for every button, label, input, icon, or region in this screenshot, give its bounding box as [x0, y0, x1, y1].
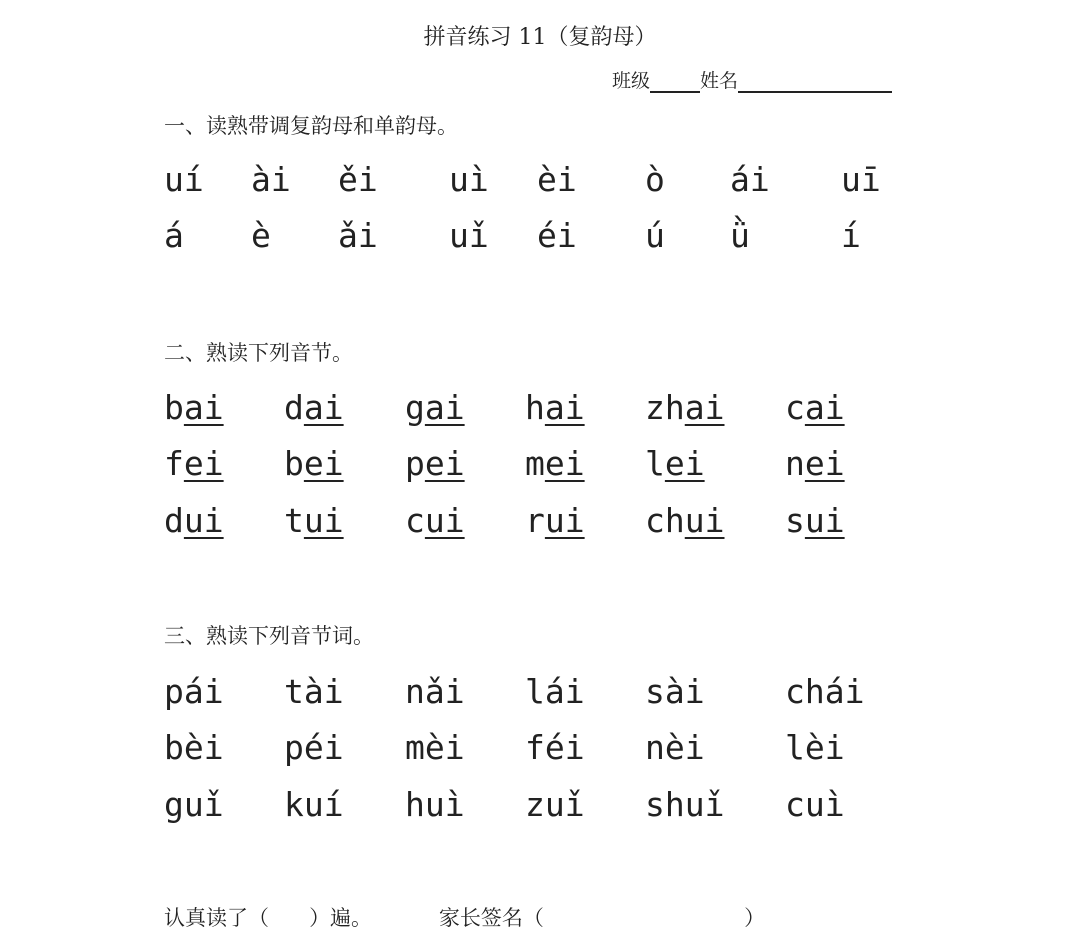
syllable [645, 501, 725, 540]
syllable: ái [730, 160, 770, 199]
syllable-final-underlined: ui [684, 501, 725, 540]
syllable [284, 444, 344, 483]
syllable: uì [449, 160, 489, 199]
syllable-word: bèi [164, 728, 224, 767]
syllable-initial: h [525, 388, 545, 427]
syllable: uí [164, 160, 204, 199]
syllable-initial: f [164, 444, 184, 483]
syllable [164, 388, 224, 427]
syllable-word: shuǐ [645, 785, 725, 824]
syllable-initial: g [405, 388, 425, 427]
syllable-final-underlined: ei [303, 444, 344, 483]
syllable-word: nèi [645, 728, 705, 767]
syllable [164, 444, 224, 483]
syllable-word: mèi [405, 728, 465, 767]
syllable [525, 444, 585, 483]
syllable-word: zuǐ [525, 785, 585, 824]
syllable-word: péi [284, 728, 344, 767]
class-blank [650, 69, 700, 93]
syllable-final-underlined: ui [424, 501, 465, 540]
read-count-label: 认真读了（ [164, 906, 269, 930]
syllable-initial: c [785, 388, 805, 427]
section2-heading: 二、熟读下列音节。 [164, 341, 353, 365]
syllable: ǜ [730, 216, 750, 255]
syllable-word: lái [525, 672, 585, 711]
read-count-suffix: ）遍。 [309, 906, 373, 930]
syllable [405, 388, 465, 427]
syllable-final-underlined: ai [544, 388, 585, 427]
syllable [785, 501, 845, 540]
syllable [405, 444, 465, 483]
syllable-word: féi [525, 728, 585, 767]
syllable-word: sài [645, 672, 705, 711]
syllable-word: pái [164, 672, 224, 711]
syllable: uǐ [449, 216, 489, 255]
parent-signature-suffix: ） [744, 906, 766, 930]
syllable-initial: t [284, 501, 304, 540]
syllable-initial: l [645, 444, 665, 483]
syllable [785, 444, 845, 483]
syllable: ěi [338, 160, 378, 199]
syllable-final-underlined: ei [664, 444, 705, 483]
student-info [612, 66, 892, 93]
syllable-word: kuí [284, 785, 344, 824]
syllable: èi [537, 160, 577, 199]
syllable-final-underlined: ui [303, 501, 344, 540]
syllable-initial: r [525, 501, 545, 540]
syllable-final-underlined: ui [183, 501, 224, 540]
syllable [645, 388, 725, 427]
syllable: ò [645, 160, 665, 199]
page-title: 拼音练习 11（复韵母） [423, 25, 657, 50]
class-label: 班级 [612, 70, 651, 92]
syllable [284, 388, 344, 427]
syllable-word: tài [284, 672, 344, 711]
syllable [284, 501, 344, 540]
syllable-initial: d [164, 501, 184, 540]
syllable-final-underlined: ai [303, 388, 344, 427]
syllable-word: lèi [785, 728, 845, 767]
syllable-word: nǎi [405, 672, 465, 711]
syllable: uī [841, 160, 881, 199]
syllable [525, 388, 585, 427]
syllable-initial: c [405, 501, 425, 540]
syllable-word: chái [785, 672, 865, 711]
syllable-final-underlined: ei [424, 444, 465, 483]
syllable-initial: m [525, 444, 545, 483]
syllable-initial: b [284, 444, 304, 483]
syllable-initial: p [405, 444, 425, 483]
syllable: á [164, 216, 184, 255]
name-blank [738, 69, 892, 93]
syllable-initial: b [164, 388, 184, 427]
syllable-word: huì [405, 785, 465, 824]
syllable: ǎi [338, 216, 378, 255]
syllable-final-underlined: ei [544, 444, 585, 483]
syllable-initial: ch [645, 501, 685, 540]
syllable-final-underlined: ei [183, 444, 224, 483]
parent-signature-label: 家长签名（ [438, 906, 544, 930]
syllable-final-underlined: ai [804, 388, 845, 427]
syllable-final-underlined: ai [684, 388, 725, 427]
name-label: 姓名 [700, 70, 739, 92]
syllable [405, 501, 465, 540]
syllable: è [251, 216, 271, 255]
syllable-initial: s [785, 501, 805, 540]
syllable-word: cuì [785, 785, 845, 824]
footer [164, 902, 765, 932]
syllable-initial: n [785, 444, 805, 483]
syllable-final-underlined: ui [804, 501, 845, 540]
syllable-initial: zh [645, 388, 685, 427]
section1-heading: 一、读熟带调复韵母和单韵母。 [164, 114, 458, 138]
syllable-initial: d [284, 388, 304, 427]
syllable [525, 501, 585, 540]
syllable: ú [645, 216, 665, 255]
syllable-word: guǐ [164, 785, 224, 824]
syllable: í [841, 216, 861, 255]
section3-heading: 三、熟读下列音节词。 [164, 624, 374, 648]
syllable-final-underlined: ai [183, 388, 224, 427]
syllable: éi [537, 216, 577, 255]
syllable [645, 444, 705, 483]
syllable-final-underlined: ei [804, 444, 845, 483]
syllable-final-underlined: ai [424, 388, 465, 427]
syllable-final-underlined: ui [544, 501, 585, 540]
syllable [164, 501, 224, 540]
syllable: ài [251, 160, 291, 199]
syllable [785, 388, 845, 427]
